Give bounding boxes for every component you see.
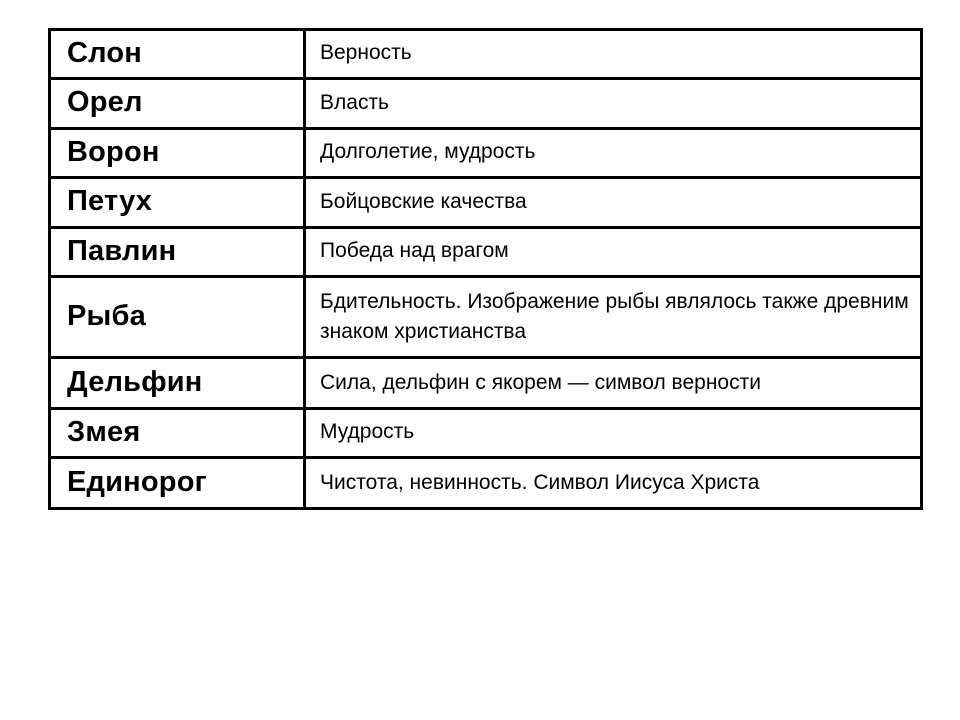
symbol-meaning: Власть [320, 90, 389, 114]
table-cell-symbol-name [50, 458, 305, 509]
table-row [50, 227, 922, 276]
table-cell-symbol-meaning [305, 277, 922, 358]
table-cell-symbol-name [50, 30, 305, 79]
symbol-name: Ворон [67, 135, 160, 168]
table-cell-symbol-name [50, 178, 305, 227]
table-cell-symbol-meaning [305, 458, 922, 509]
table-cell-symbol-name [50, 408, 305, 457]
table-cell-symbol-name [50, 128, 305, 177]
table-cell-symbol-name [50, 357, 305, 408]
symbol-name: Змея [67, 415, 141, 448]
table-cell-symbol-meaning [305, 178, 922, 227]
table-cell-symbol-name [50, 227, 305, 276]
symbol-name: Рыба [67, 299, 146, 332]
symbol-name: Слон [67, 37, 143, 69]
symbol-name: Орел [67, 86, 143, 119]
table-cell-symbol-meaning [305, 408, 922, 457]
symbol-meaning: Бдительность. Изображение рыбы являлось также древним знаком христианства [320, 290, 909, 344]
table-body [50, 30, 922, 509]
table-row [50, 128, 922, 177]
symbol-meaning: Сила, дельфин с якорем — символ верности [320, 370, 761, 394]
symbol-meaning: Чистота, невинность. Символ Иисуса Христа [320, 471, 760, 495]
symbol-meaning: Победа над врагом [320, 239, 509, 263]
symbol-meaning: Мудрость [320, 420, 415, 444]
table-cell-symbol-meaning [305, 357, 922, 408]
table-row [50, 357, 922, 408]
table-row [50, 277, 922, 358]
table-row [50, 79, 922, 128]
symbol-meaning: Долголетие, мудрость [320, 140, 536, 164]
table-cell-symbol-name [50, 277, 305, 358]
symbol-meaning: Верность [320, 41, 412, 65]
symbol-meaning: Бойцовские качества [320, 189, 527, 213]
symbol-meaning-table [48, 28, 923, 510]
table-row [50, 408, 922, 457]
symbol-name: Единорог [67, 465, 207, 498]
symbol-name: Дельфин [67, 365, 203, 398]
table-cell-symbol-name [50, 79, 305, 128]
table-cell-symbol-meaning [305, 79, 922, 128]
table-cell-symbol-meaning [305, 227, 922, 276]
symbol-name: Петух [67, 185, 153, 218]
table-row [50, 458, 922, 509]
table-cell-symbol-meaning [305, 30, 922, 79]
table-row [50, 30, 922, 79]
table-row [50, 178, 922, 227]
table-cell-symbol-meaning [305, 128, 922, 177]
symbol-name: Павлин [67, 234, 177, 267]
